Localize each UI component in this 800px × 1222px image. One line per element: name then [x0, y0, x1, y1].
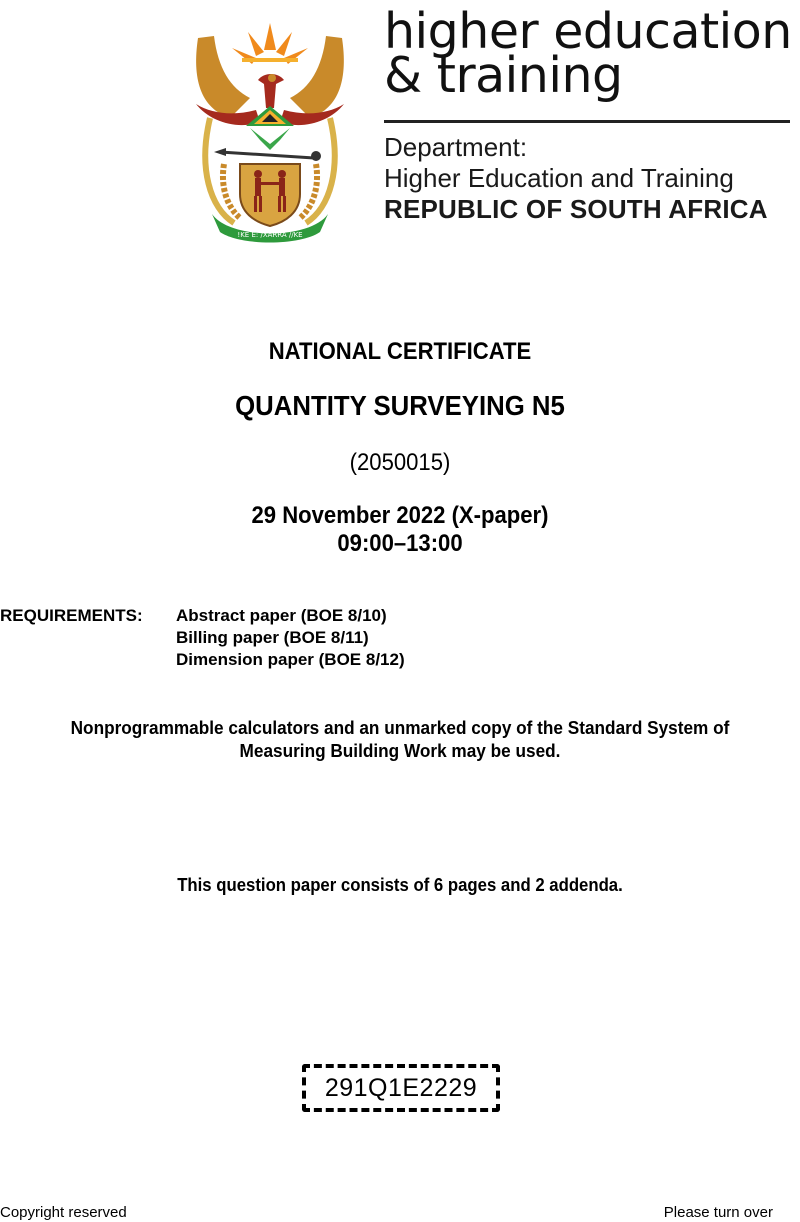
subject-code: (2050015): [349, 449, 451, 476]
requirement-item: Dimension paper (BOE 8/12): [176, 650, 405, 669]
paper-id-box: [302, 1064, 500, 1112]
department-block: [384, 132, 768, 225]
footer-turn-over: Please turn over: [663, 1204, 773, 1221]
exam-datetime: [32, 502, 768, 558]
subject-title: QUANTITY SURVEYING N5: [235, 390, 565, 421]
note-line-1: Nonprogrammable calculators and an unmarked copy of the Standard System of: [70, 717, 730, 738]
requirement-item: Billing paper (BOE 8/11): [176, 628, 369, 647]
department-label: Department:: [384, 132, 528, 162]
brand-divider: [384, 120, 790, 123]
exam-date: 29 November 2022 (X-paper): [251, 502, 549, 529]
brand-line-1: higher education: [384, 3, 792, 60]
note-line-2: Measuring Building Work may be used.: [239, 740, 561, 761]
motto-text: !KE E: /XARRA //KE: [237, 231, 303, 239]
paper-id: 291Q1E2229: [324, 1073, 478, 1102]
certificate-heading: NATIONAL CERTIFICATE: [268, 338, 532, 365]
brand-wordmark: [384, 3, 792, 104]
footer-copyright: Copyright reserved: [0, 1204, 127, 1221]
exam-time: 09:00–13:00: [337, 530, 463, 557]
country-name: REPUBLIC OF SOUTH AFRICA: [384, 194, 768, 224]
page-count-statement: This question paper consists of 6 pages and 2 addenda.: [177, 875, 623, 895]
brand-line-2: & training: [384, 47, 623, 104]
coat-of-arms-logo: [190, 18, 350, 243]
requirement-item: Abstract paper (BOE 8/10): [176, 606, 387, 625]
department-name: Higher Education and Training: [384, 163, 734, 193]
requirements-label: REQUIREMENTS:: [0, 606, 143, 625]
coat-of-arms-icon: [190, 18, 350, 243]
requirements-list: [176, 605, 405, 671]
permitted-materials-note: [28, 716, 772, 762]
